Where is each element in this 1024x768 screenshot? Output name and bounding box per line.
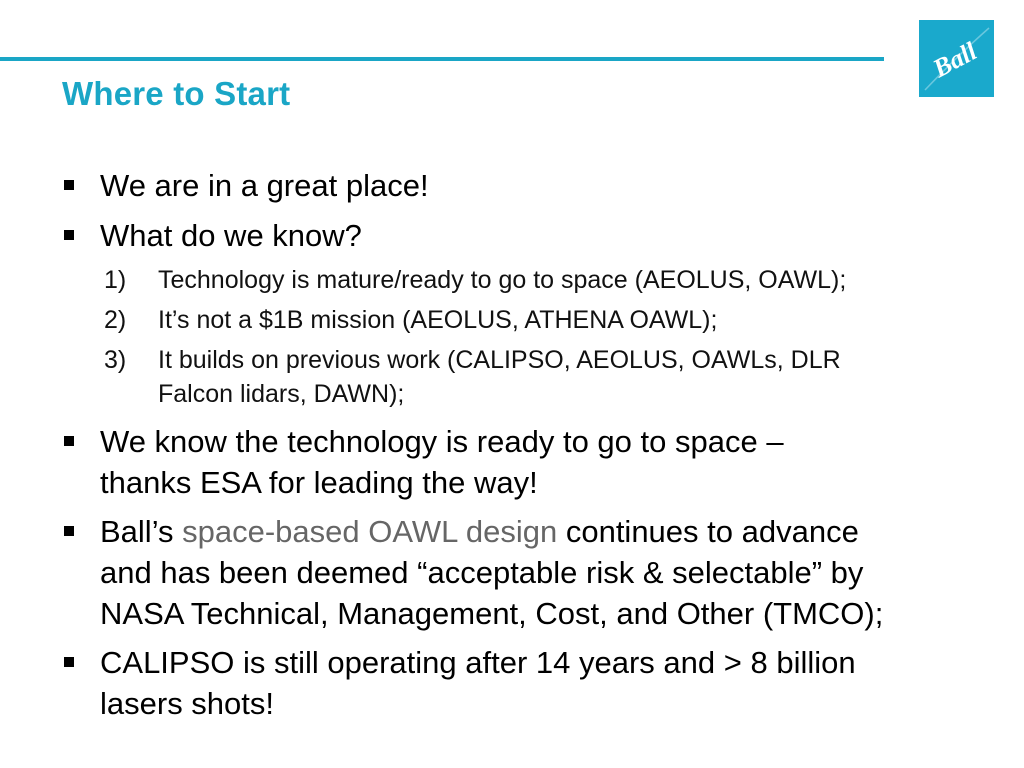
item-text-line: It builds on previous work (CALIPSO, AEOLUS, OAWLs, DLR <box>158 346 841 374</box>
numbered-item <box>104 263 958 297</box>
numbered-item <box>104 303 958 337</box>
bullet-item <box>100 165 980 206</box>
bullet-item <box>100 215 980 256</box>
numbered-item <box>104 343 958 411</box>
bullet-item <box>100 642 980 724</box>
bullet-text-line: thanks ESA for leading the way! <box>100 465 538 500</box>
bullet-square-icon <box>64 436 74 446</box>
bullet-item <box>100 421 980 503</box>
bullet-text-line: NASA Technical, Management, Cost, and Other (TMCO); <box>100 596 884 631</box>
bullet-text-line: and has been deemed “acceptable risk & selectable” by <box>100 555 864 590</box>
highlight-text: space-based OAWL design <box>182 514 558 549</box>
bullet-square-icon <box>64 230 74 240</box>
bullet-text: What do we know? <box>100 218 362 253</box>
bullet-item <box>100 511 980 634</box>
item-text: Technology is mature/ready to go to space (AEOLUS, OAWL); <box>158 266 847 294</box>
bullet-text-line: CALIPSO is still operating after 14 years and > 8 billion <box>100 645 856 680</box>
bullet-text-line <box>100 511 980 552</box>
item-number: 3) <box>104 346 127 374</box>
item-text: It’s not a $1B mission (AEOLUS, ATHENA OAWL); <box>158 306 718 334</box>
bullet-square-icon <box>64 526 74 536</box>
item-text-line: Falcon lidars, DAWN); <box>158 380 405 408</box>
bullet-square-icon <box>64 180 74 190</box>
bullet-text-line: lasers shots! <box>100 686 275 721</box>
item-number: 2) <box>104 306 127 334</box>
page-title: Where to Start <box>62 75 291 112</box>
item-number: 1) <box>104 266 127 294</box>
bullet-text: We are in a great place! <box>100 168 429 203</box>
ball-logo-text: Ball <box>928 36 982 84</box>
bullet-square-icon <box>64 657 74 667</box>
bullet-text-prefix: Ball’s <box>100 514 183 549</box>
bullet-text-suffix: continues to advance <box>557 514 859 549</box>
bullet-text-line: We know the technology is ready to go to space – <box>100 424 784 459</box>
